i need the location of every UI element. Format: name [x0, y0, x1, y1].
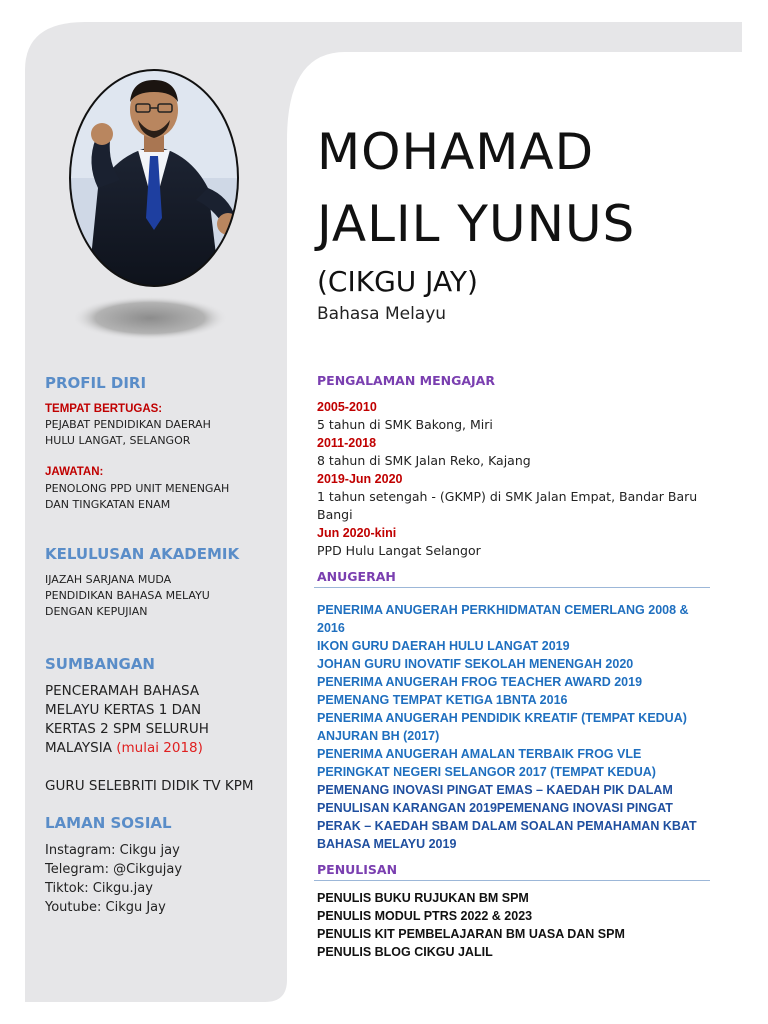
academic-heading: KELULUSAN AKADEMIK — [45, 545, 240, 563]
award-item: PENERIMA ANUGERAH PENDIDIK KREATIF (TEMPAT KEDUA) ANJURAN BH (2017) — [317, 711, 687, 743]
contribution-note: (mulai 2018) — [116, 740, 203, 756]
experience-heading: PENGALAMAN MENGAJAR — [317, 373, 495, 388]
workplace-value: PEJABAT PENDIDIKAN DAERAH HULU LANGAT, SELANGOR — [45, 418, 211, 447]
contribution-extra: GURU SELEBRITI DIDIK TV KPM — [45, 778, 254, 794]
awards-rule — [314, 587, 710, 588]
writing-item: PENULIS BLOG CIKGU JALIL — [317, 945, 493, 959]
social-heading: LAMAN SOSIAL — [45, 814, 172, 832]
subject: Bahasa Melayu — [317, 304, 447, 324]
social-tiktok: Tiktok: Cikgu.jay — [45, 881, 153, 896]
position-value: PENOLONG PPD UNIT MENENGAH DAN TINGKATAN ENAM — [45, 482, 230, 511]
award-item: PEMENANG TEMPAT KETIGA 1BNTA 2016 — [317, 693, 568, 707]
writing-item: PENULIS MODUL PTRS 2022 & 2023 — [317, 909, 533, 923]
experience-desc: 8 tahun di SMK Jalan Reko, Kajang — [317, 453, 531, 468]
writing-item: PENULIS KIT PEMBELAJARAN BM UASA DAN SPM — [317, 927, 625, 941]
photo-shadow — [72, 296, 228, 340]
academic-value: IJAZAH SARJANA MUDA PENDIDIKAN BAHASA MELAYU DENGAN KEPUJIAN — [45, 573, 210, 618]
writing-list — [317, 889, 625, 961]
contribution-heading: SUMBANGAN — [45, 655, 155, 673]
contribution-value: PENCERAMAH BAHASA MELAYU KERTAS 1 DAN KERTAS 2 SPM SELURUH MALAYSIA (mulai 2018) — [45, 683, 209, 756]
writing-item: PENULIS BUKU RUJUKAN BM SPM — [317, 891, 529, 905]
awards-list — [317, 601, 709, 853]
experience-period: 2019-Jun 2020 — [317, 472, 403, 486]
name-line-1: MOHAMAD — [317, 123, 595, 181]
award-item: PENERIMA ANUGERAH PERKHIDMATAN CEMERLANG 2008 & 2016 — [317, 603, 689, 635]
experience-desc: 5 tahun di SMK Bakong, Miri — [317, 417, 493, 432]
profile-photo — [68, 68, 240, 288]
award-item: PEMENANG INOVASI PINGAT EMAS – KAEDAH PIK DALAM PENULISAN KARANGAN 2019PEMENANG INOVASI PINGAT PERAK – KAEDAH SBAM DALAM SOALAN PEMAHAMAN KBAT BAHASA MELAYU 2019 — [317, 783, 697, 851]
workplace-label: TEMPAT BERTUGAS: — [45, 403, 163, 415]
profile-heading: PROFIL DIRI — [45, 374, 147, 392]
social-telegram: Telegram: @Cikgujay — [45, 862, 183, 877]
nickname: (CIKGU JAY) — [317, 265, 478, 298]
award-item: PENERIMA ANUGERAH AMALAN TERBAIK FROG VLE PERINGKAT NEGERI SELANGOR 2017 (TEMPAT KEDUA) — [317, 747, 656, 779]
social-youtube: Youtube: Cikgu Jay — [45, 900, 166, 915]
award-item: JOHAN GURU INOVATIF SEKOLAH MENENGAH 2020 — [317, 657, 634, 671]
experience-period: 2011-2018 — [317, 436, 377, 450]
experience-desc: PPD Hulu Langat Selangor — [317, 543, 481, 558]
experience-period: Jun 2020-kini — [317, 526, 397, 540]
award-item: IKON GURU DAERAH HULU LANGAT 2019 — [317, 639, 570, 653]
experience-list — [317, 398, 717, 560]
social-instagram: Instagram: Cikgu jay — [45, 843, 180, 858]
position-label: JAWATAN: — [45, 466, 104, 478]
name-line-2: JALIL YUNUS — [317, 195, 636, 253]
writing-heading: PENULISAN — [317, 862, 398, 877]
social-list — [45, 841, 182, 917]
experience-desc: 1 tahun setengah - (GKMP) di SMK Jalan Empat, Bandar Baru Bangi — [317, 489, 698, 522]
writing-rule — [314, 880, 710, 881]
awards-heading: ANUGERAH — [317, 569, 396, 584]
award-item: PENERIMA ANUGERAH FROG TEACHER AWARD 2019 — [317, 675, 643, 689]
experience-period: 2005-2010 — [317, 400, 377, 414]
